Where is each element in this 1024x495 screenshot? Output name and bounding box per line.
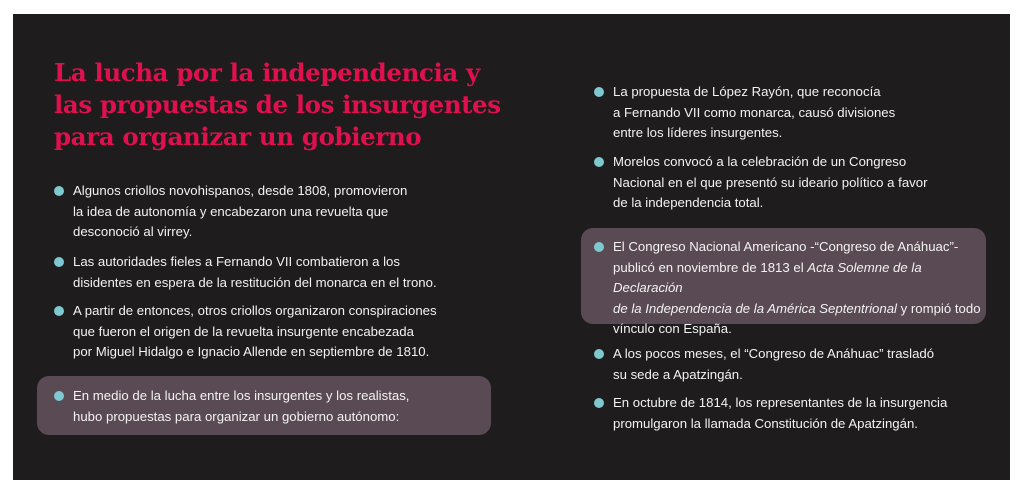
bullet-dot-icon [594, 242, 604, 252]
bullet-text: A los pocos meses, el “Congreso de Anáhuac” trasladó su sede a Apatzingán. [613, 346, 935, 382]
bullet-dot-icon [54, 391, 64, 401]
title-line-3: para organizar un gobierno [54, 122, 422, 151]
bullet-item [594, 82, 989, 144]
bullet-item-highlighted [594, 237, 989, 340]
title-line-1: La lucha por la independencia y [54, 58, 480, 87]
bullet-dot-icon [594, 349, 604, 359]
bullet-text: La propuesta de López Rayón, que reconocía a Fernando VII como monarca, causó divisiones entre los líderes insurgentes. [613, 84, 896, 140]
page-title [54, 57, 514, 153]
bullet-dot-icon [54, 186, 64, 196]
bullet-dot-icon [54, 257, 64, 267]
bullet-item [594, 344, 989, 385]
bullet-text: Morelos convocó a la celebración de un Congreso Nacional en el que presentó su ideario político a favor de la independencia total. [613, 154, 928, 210]
bullet-text: En medio de la lucha entre los insurgentes y los realistas, hubo propuestas para organizar un gobierno autónomo: [73, 388, 410, 424]
bullet-item [54, 252, 484, 293]
title-line-2: las propuestas de los insurgentes [54, 90, 501, 119]
bullet-dot-icon [594, 87, 604, 97]
bullet-dot-icon [594, 398, 604, 408]
bullet-dot-icon [54, 306, 64, 316]
bullet-item [54, 301, 484, 363]
bullet-item [54, 181, 484, 243]
bullet-text: En octubre de 1814, los representantes de la insurgencia promulgaron la llamada Constitución de Apatzingán. [613, 395, 948, 431]
bullet-item [594, 152, 989, 214]
bullet-item [594, 393, 989, 434]
bullet-text: Algunos criollos novohispanos, desde 1808, promovieron la idea de autonomía y encabezaron una revuelta que desconoció al virrey. [73, 183, 408, 239]
bullet-text: Las autoridades fieles a Fernando VII combatieron a los disidentes en espera de la restitución del monarca en el trono. [73, 254, 437, 290]
bullet-text: El Congreso Nacional Americano -“Congreso de Anáhuac”- publicó en noviembre de 1813 el Acta Solemne de la Declaración de la Independencia de la América Septentrional y rompió todo vínculo con España. [613, 239, 981, 336]
bullet-item-highlighted [54, 386, 484, 427]
bullet-dot-icon [594, 157, 604, 167]
bullet-text: A partir de entonces, otros criollos organizaron conspiraciones que fueron el origen de la revuelta insurgente encabezada por Miguel Hidalgo e Ignacio Allende en septiembre de 1810. [73, 303, 437, 359]
